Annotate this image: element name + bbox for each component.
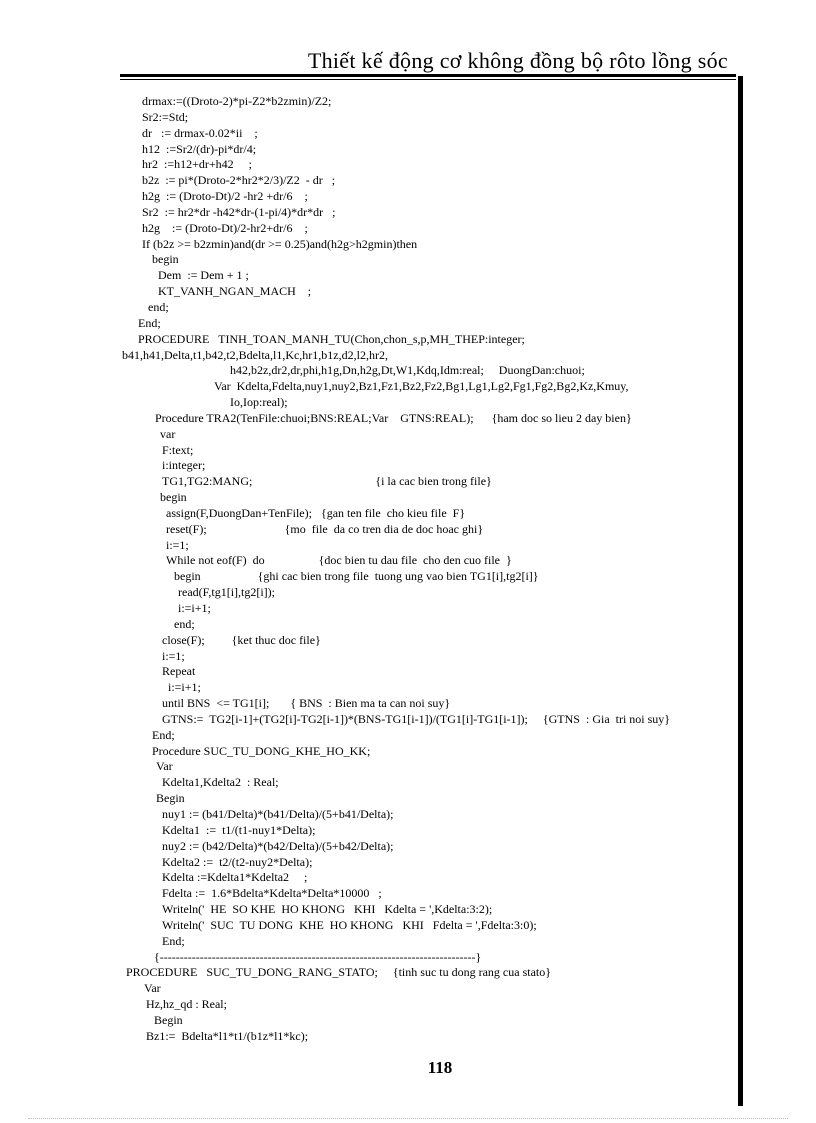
code-line: nuy1 := (b41/Delta)*(b41/Delta)/(5+b41/Delta); [162,806,394,821]
code-line: b2z := pi*(Droto-2*hr2*2/3)/Z2 - dr ; [142,173,336,188]
code-line: begin [160,490,187,505]
code-line: i:=1; [162,648,185,663]
code-line: Repeat [162,664,196,679]
code-line: GTNS:= TG2[i-1]+(TG2[i]-TG2[i-1])*(BNS-TG1[i-1])/(TG1[i]-TG1[i-1]); {GTNS : Gia tri noi suy} [162,711,671,726]
code-line: While not eof(F) do {doc bien tu dau file cho den cuo file } [166,553,512,568]
code-line: until BNS <= TG1[i]; { BNS : Bien ma ta can noi suy} [162,696,451,711]
code-line: begin {ghi cac bien trong file tuong ung vao bien TG1[i],tg2[i]} [174,569,539,584]
code-line: read(F,tg1[i],tg2[i]); [178,585,276,600]
page-header-title: Thiết kế động cơ không đồng bộ rôto lồng sóc [307,48,728,73]
code-line: Var [144,981,161,996]
code-line: nuy2 := (b42/Delta)*(b42/Delta)/(5+b42/Delta); [162,838,394,853]
code-line: var [160,426,176,441]
code-line: Kdelta2 := t2/(t2-nuy2*Delta); [162,854,313,869]
code-line: close(F); {ket thuc doc file} [162,632,321,647]
code-line: Writeln(' SUC TU DONG KHE HO KHONG KHI Fdelta = ',Fdelta:3:0); [162,917,537,932]
code-line: Var [156,759,173,774]
code-line: Io,Iop:real); [230,395,288,410]
code-line: {-------------------------------------------------------------------------------} [154,949,482,964]
code-line: i:=i+1; [178,601,211,615]
code-line: Writeln(' HE SO KHE HO KHONG KHI Kdelta = ',Kdelta:3:2); [162,902,493,917]
code-line: Hz,hz_qd : Real; [146,997,227,1012]
code-line: Kdelta1,Kdelta2 : Real; [162,775,279,790]
header-rule-thick [120,74,736,77]
code-line: End; [138,315,161,330]
code-line: h2g := (Droto-Dt)/2-hr2+dr/6 ; [142,220,308,235]
code-line: begin [152,252,179,267]
code-line: Begin [154,1012,183,1027]
code-line: hr2 :=h12+dr+h42 ; [142,157,252,172]
code-line: Begin [156,791,185,806]
code-line: Kdelta :=Kdelta1*Kdelta2 ; [162,870,308,885]
code-line: End; [152,727,175,742]
code-line: h42,b2z,dr2,dr,phi,h1g,Dn,h2g,Dt,W1,Kdq,Idm:real; DuongDan:chuoi; [230,363,585,378]
code-line: PROCEDURE SUC_TU_DONG_RANG_STATO; {tinh suc tu dong rang cua stato} [126,965,551,980]
code-line: Sr2:=Std; [142,109,189,124]
code-line: Dem := Dem + 1 ; [158,268,249,283]
code-line: Bz1:= Bdelta*l1*t1/(b1z*l1*kc); [146,1028,309,1043]
code-line: TG1,TG2:MANG; {i la cac bien trong file} [162,474,492,489]
code-line: assign(F,DuongDan+TenFile); {gan ten file cho kieu file F} [166,505,466,520]
code-line: Sr2 := hr2*dr -h42*dr-(1-pi/4)*dr*dr ; [142,204,336,219]
code-line: KT_VANH_NGAN_MACH ; [158,284,312,299]
page-number: 118 [427,1058,453,1077]
code-listing [0,94,740,1060]
code-line: dr := drmax-0.02*ii ; [142,125,258,140]
header-rule-thin [120,79,736,80]
code-line: b41,h41,Delta,t1,b42,t2,Bdelta,l1,Kc,hr1,b1z,d2,l2,hr2, [122,347,388,362]
code-line: Fdelta := 1.6*Bdelta*Kdelta*Delta*10000 ; [162,886,382,901]
code-line: End; [162,933,185,948]
code-line: reset(F); {mo file da co tren dia de doc hoac ghi} [166,521,484,536]
bottom-dotted-rule [28,1118,788,1119]
code-line: Kdelta1 := t1/(t1-nuy1*Delta); [162,822,316,837]
code-line: Procedure TRA2(TenFile:chuoi;BNS:REAL;Var GTNS:REAL); {ham doc so lieu 2 day bien} [155,410,632,425]
code-line: i:integer; [162,458,206,473]
code-line: i:=i+1; [168,680,201,695]
code-line: h12 :=Sr2/(dr)-pi*dr/4; [142,141,257,156]
code-line: PROCEDURE TINH_TOAN_MANH_TU(Chon,chon_s,p,MH_THEP:integer; [138,331,525,346]
code-line: Procedure SUC_TU_DONG_KHE_HO_KK; [152,743,371,758]
code-line: end; [148,299,169,314]
code-line: drmax:=((Droto-2)*pi-Z2*b2zmin)/Z2; [142,94,332,108]
code-line: h2g := (Droto-Dt)/2 -hr2 +dr/6 ; [142,189,308,204]
code-line: i:=1; [166,537,189,552]
code-line: F:text; [162,442,194,457]
code-line: end; [174,616,195,631]
code-line: Var Kdelta,Fdelta,nuy1,nuy2,Bz1,Fz1,Bz2,Fz2,Bg1,Lg1,Lg2,Fg1,Fg2,Bg2,Kz,Kmuy, [214,379,629,394]
code-line: If (b2z >= b2zmin)and(dr >= 0.25)and(h2g>h2gmin)then [142,236,418,251]
